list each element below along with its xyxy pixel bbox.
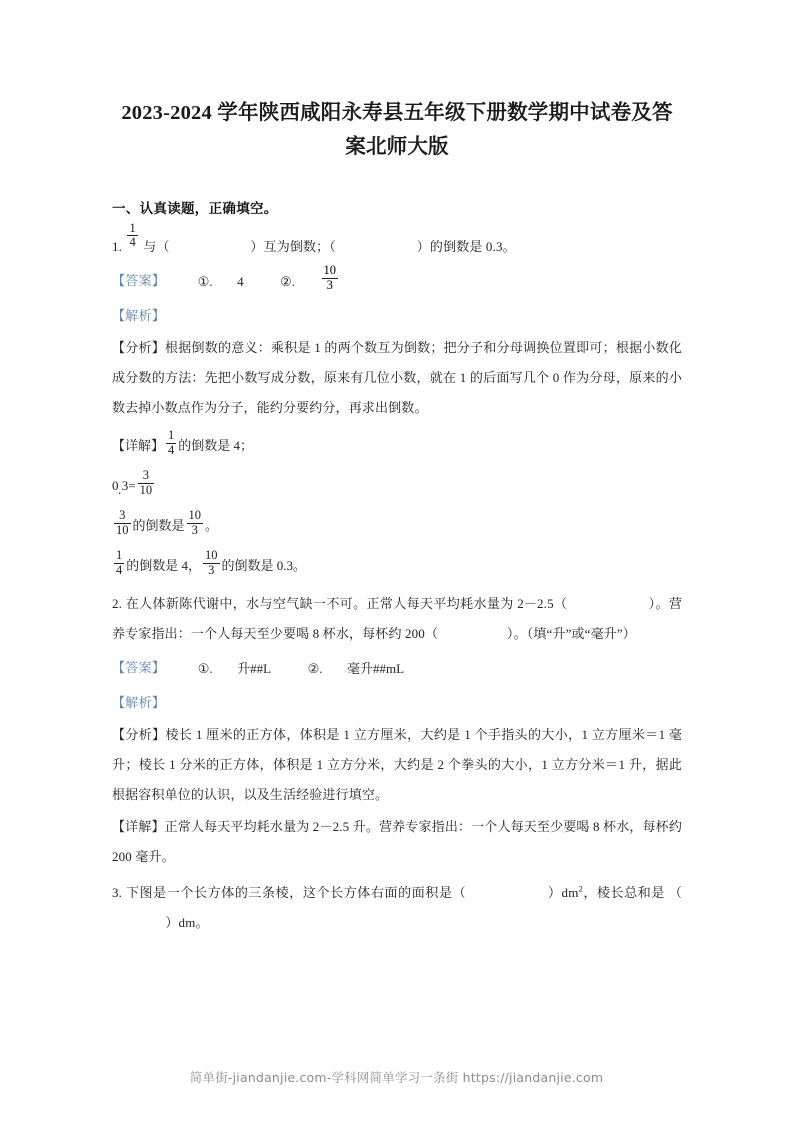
question-3-stem-text-1: 下图是一个长方体的三条棱，这个长方体右面的面积是（	[125, 884, 467, 900]
question-1-detail-line-4	[112, 549, 682, 583]
question-2-stem-text-3: ）。（填“升”或“毫升”）	[506, 625, 636, 641]
question-1-detail-line-1	[112, 429, 682, 463]
decimal-integer-part: 0	[112, 477, 119, 493]
question-2-analysis-tag-row	[112, 688, 682, 718]
answer-item-2-label: ②.	[280, 273, 296, 289]
question-1-detail-fraction-2	[138, 469, 155, 496]
question-2-stem-text-1: 在人体新陈代谢中，水与空气缺一不可。正常人每天平均耗水量为 2－2.5（	[125, 595, 568, 611]
question-2-answer-1: 升##L	[237, 660, 272, 676]
answer-item-2-label: ②.	[307, 660, 323, 676]
question-2-detail-text: 正常人每天平均耗水量为 2－2.5 升。营养专家指出：一个人每天至少要喝 8 杯水，每杯约 200 毫升。	[112, 818, 682, 864]
question-1-detail-line-3	[112, 509, 682, 543]
question-1-detail-fraction-3b	[187, 509, 204, 536]
fraction-denominator: 3	[203, 563, 220, 577]
question-1-answer-row	[112, 263, 682, 297]
question-1-analysis	[112, 333, 682, 423]
question-1-detail-text-4a: 的倒数是 4，	[126, 557, 202, 573]
question-1-detail-text-1: 的倒数是 4；	[178, 437, 254, 453]
question-1-analysis-text: 根据倒数的意义：乘积是 1 的两个数互为倒数；把分子和分母调换位置即可；根据小数化成分数的方法：先把小数写成分数，原来有几位小数，就在 1 的后面写几个 0 作为分母，原来的小数去掉小数点作为分子，能约分要约分，再求出倒数。	[112, 339, 682, 415]
page-title: 2023-2024 学年陕西咸阳永寿县五年级下册数学期中试卷及答案北师大版	[121, 102, 673, 158]
answer-item-1-label: ①.	[197, 273, 213, 289]
decimal-point: .	[117, 481, 122, 497]
fenxi-tag: 【分析】	[112, 726, 166, 742]
question-1-detail-fraction-1	[166, 429, 176, 456]
question-1-stem	[112, 221, 682, 262]
question-1-detail-text-3a: 的倒数是	[132, 517, 185, 533]
question-3-stem-text-3: ，棱长总和是	[582, 884, 665, 900]
section-heading: 一、认真读题，正确填空。	[112, 201, 278, 216]
question-2-analysis-text: 棱长 1 厘米的正方体，体积是 1 立方厘米，大约是 1 个手指头的大小，1 立方厘米＝1 毫升；棱长 1 分米的正方体，体积是 1 立方分米，大约是 2 个拳头的大小，1 立方分米＝1 升，据此根据容积单位的认识，以及生活经验进行填空。	[112, 726, 682, 802]
question-3-stem-text-2: ）dm	[547, 884, 579, 900]
fraction-denominator: 3	[322, 278, 339, 292]
fraction-numerator: 10	[188, 508, 202, 523]
question-3-stem	[112, 878, 682, 938]
square-exponent: 2	[578, 883, 583, 894]
fraction-numerator: 3	[142, 468, 149, 483]
equals-sign: =	[128, 477, 136, 493]
fraction-denominator: 4	[129, 235, 136, 250]
fraction-denominator: 3	[187, 523, 204, 537]
question-1-answer-1: 4	[237, 273, 244, 289]
question-2-detail	[112, 812, 682, 872]
question-1-answer-2-fraction	[322, 264, 339, 291]
question-2-stem	[112, 589, 682, 649]
fraction-denominator: 10	[116, 522, 129, 537]
question-1-detail-fraction-4b	[203, 549, 220, 576]
question-1-stem-fraction	[127, 222, 137, 249]
fraction-numerator: 1	[116, 548, 123, 563]
question-2-answer-2: 毫升##mL	[346, 660, 405, 676]
question-1-stem-text-2: ）互为倒数；（	[250, 238, 336, 254]
question-1-detail-text-3b: 。	[205, 517, 219, 533]
fraction-numerator: 10	[205, 548, 218, 563]
decimal-fraction-part: 3	[121, 477, 129, 493]
analysis-tag: 【解析】	[112, 307, 166, 323]
question-1-detail-fraction-4a	[114, 549, 124, 576]
fenxi-tag: 【分析】	[112, 339, 165, 355]
question-1-detail-text-4b: 的倒数是 0.3。	[221, 557, 307, 573]
question-2-answer-row	[112, 653, 682, 684]
question-2-stem-text-2: ）。营养专家指出：一个人每天至少要喝 8 杯水，每杯约 200（	[112, 595, 683, 641]
question-1-number: 1.	[112, 238, 123, 254]
xiangjie-tag: 【详解】	[112, 818, 165, 834]
question-1-detail-fraction-3a	[114, 509, 131, 536]
question-3-number: 3.	[112, 884, 123, 900]
fraction-denominator: 10	[139, 482, 153, 497]
answer-tag: 【答案】	[112, 659, 166, 675]
document-body	[112, 96, 682, 938]
fraction-denominator: 4	[168, 442, 175, 457]
fraction-numerator: 1	[168, 428, 175, 443]
xiangjie-tag: 【详解】	[112, 437, 165, 453]
question-1-analysis-tag-row	[112, 301, 682, 331]
answer-item-1-label: ①.	[197, 660, 213, 676]
fraction-numerator: 3	[119, 508, 126, 523]
question-1-stem-text-1: 与（	[143, 238, 170, 254]
question-1-stem-text-3: ）的倒数是 0.3。	[416, 238, 516, 254]
fraction-numerator: 10	[323, 263, 337, 278]
fraction-numerator: 1	[129, 221, 136, 236]
question-3-stem-text-4: （	[668, 884, 683, 900]
question-2-number: 2.	[112, 595, 123, 611]
page-footer: 简单街-jiandanjie.com-学科网简单学习一条街 https://jiandanjie.com	[189, 1070, 604, 1085]
question-3-stem-text-5: ）dm。	[165, 914, 209, 930]
analysis-tag: 【解析】	[112, 694, 166, 710]
fraction-denominator: 4	[116, 562, 123, 577]
question-2-analysis	[112, 720, 682, 810]
question-1-detail-line-2	[112, 469, 682, 503]
answer-tag: 【答案】	[112, 272, 166, 288]
